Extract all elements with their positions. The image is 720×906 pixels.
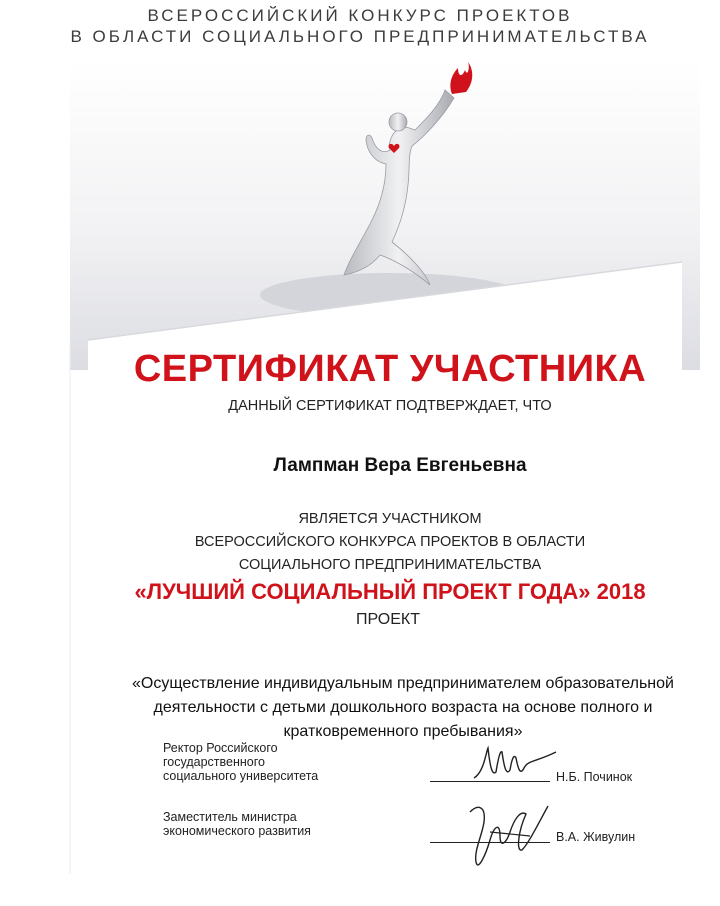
signer2-signature [460,792,560,882]
signer2-title-line1: Заместитель министра [163,810,297,824]
contest-header-line1: ВСЕРОССИЙСКИЙ КОНКУРС ПРОЕКТОВ [147,6,573,25]
signer1-signature-line [430,781,550,782]
recipient-name: Лампман Вера Евгеньевна [273,455,527,476]
signer2-title-line2: экономического развития [163,824,311,838]
contest-text-line1: ВСЕРОССИЙСКОГО КОНКУРСА ПРОЕКТОВ В ОБЛАСТИ [194,534,586,550]
project-label: ПРОЕКТ [355,611,421,628]
signer1-title [163,741,318,783]
signer1-title-line2: государственного [163,755,265,769]
project-description-line2: деятельности с детьми дошкольного возраста на основе полного и [153,699,653,716]
signer2-signature-line [430,842,550,843]
signer2-name: В.А. Живулин [556,830,636,844]
signer2-title [163,810,311,838]
project-description-line3: кратковременного пребывания» [283,723,523,740]
contest-name: «ЛУЧШИЙ СОЦИАЛЬНЫЙ ПРОЕКТ ГОДА» 2018 [134,579,646,604]
signer1-title-line3: социального университета [163,769,319,783]
certificate-title: СЕРТИФИКАТ УЧАСТНИКА [133,348,647,390]
signer1-name: Н.Б. Починок [556,770,633,784]
certificate-confirms-text: ДАННЫЙ СЕРТИФИКАТ ПОДТВЕРЖДАЕТ, ЧТО [228,398,552,414]
project-description-line1: «Осуществление индивидуальным предпринимателем образовательной [132,675,674,692]
signer1-title-line1: Ректор Российского [163,741,278,755]
participant-text: ЯВЛЯЕТСЯ УЧАСТНИКОМ [298,511,482,527]
contest-header-line2: В ОБЛАСТИ СОЦИАЛЬНОГО ПРЕДПРИНИМАТЕЛЬСТВА [70,27,650,46]
contest-text-line2: СОЦИАЛЬНОГО ПРЕДПРИНИМАТЕЛЬСТВА [238,557,542,573]
